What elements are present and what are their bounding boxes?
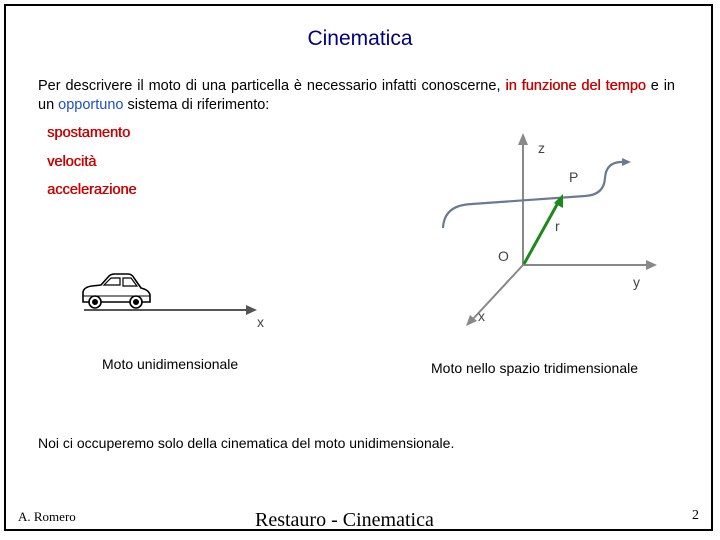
- car-icon: [83, 274, 150, 308]
- caption-1d: Moto unidimensionale: [102, 356, 239, 372]
- x-axis-1d-label: x: [257, 314, 264, 330]
- vector-r-label: r: [555, 218, 560, 234]
- z-axis-arrowhead: [518, 133, 528, 145]
- position-vector: [524, 201, 559, 264]
- page-number: 2: [692, 508, 699, 523]
- origin-label: O: [498, 248, 509, 264]
- footer-author: A. Romero: [18, 509, 76, 524]
- y-axis-label: y: [633, 274, 640, 290]
- trajectory-curve: [443, 162, 626, 228]
- intro-highlight-opportuno: opportuno: [58, 97, 124, 113]
- slide-title: Cinematica: [307, 27, 413, 50]
- intro-part-2: e in un: [38, 78, 675, 113]
- caption-3d: Moto nello spazio tridimensionale: [431, 360, 638, 376]
- x-axis-3d-label: x: [478, 308, 485, 324]
- z-axis-label: z: [538, 140, 545, 156]
- y-axis-arrowhead: [646, 260, 657, 270]
- footer-course: Restauro - Cinematica: [255, 509, 434, 531]
- quantity-accelerazione: accelerazione: [47, 182, 137, 198]
- point-p-label: P: [569, 169, 579, 185]
- trajectory-arrowhead: [622, 158, 631, 166]
- intro-part-1: Per descrivere il moto di una particella è necessario infatti conoscerne,: [38, 78, 501, 94]
- quantity-spostamento: spostamento: [47, 125, 131, 141]
- intro-part-3: sistema di riferimento:: [127, 97, 270, 113]
- conclusion-text: Noi ci occuperemo solo della cinematica del moto unidimensionale.: [38, 435, 455, 451]
- quantity-velocita: velocità: [47, 154, 97, 170]
- x-axis-1d-arrowhead: [246, 305, 257, 315]
- intro-highlight-time: in funzione del tempo: [505, 78, 646, 94]
